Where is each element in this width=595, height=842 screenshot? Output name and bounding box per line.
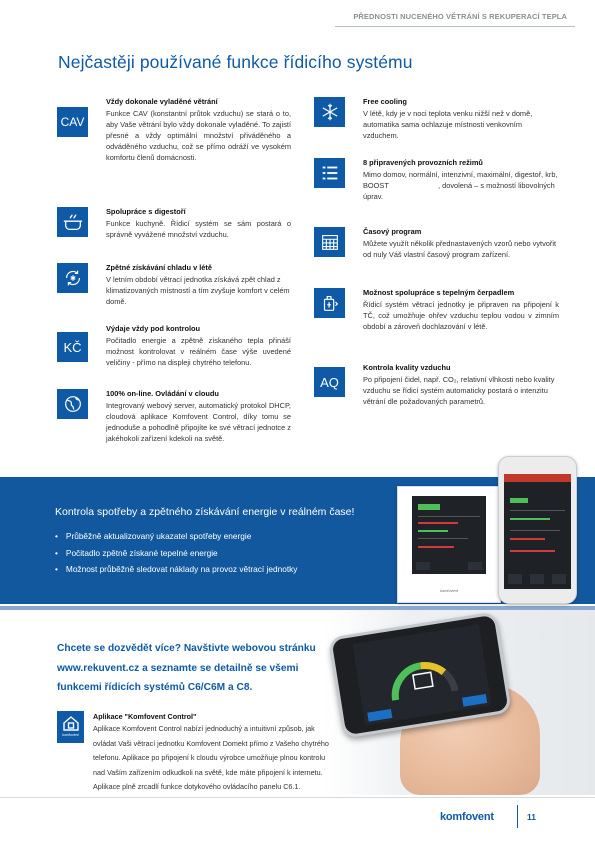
cta-line: www.rekuvent.cz a seznamte se detailně se všemi <box>57 662 299 674</box>
feature-title: Zpětné získávání chladu v létě <box>106 263 212 272</box>
feature-cav <box>57 97 291 163</box>
feature-title: Výdaje vždy pod kontrolou <box>106 324 201 333</box>
footer-rule <box>0 797 595 798</box>
cta-text <box>57 639 321 698</box>
feature-text: Funkce kuchyně. Řídicí systém se sám postará o správně vyvážené množství vzduchu. <box>106 219 291 240</box>
feature-hood <box>57 207 291 240</box>
globe-icon <box>57 389 88 419</box>
feature-cold-recovery <box>57 263 291 307</box>
app-icon-label: komfovent <box>62 733 79 737</box>
app-line: telefonu. Aplikace po připojení k cloudu výrobce umožňuje plnou kontrolu <box>93 753 326 763</box>
feature-text: V letním období větrací jednotka získává zpět chlad z klimatizovaných místností a tím zvyšuje komfort v celém domě. <box>106 275 290 307</box>
app-line: ovládat Vaši větrací jednotku Komfovent Domekt přímo z Vašeho chytrého <box>93 738 329 748</box>
feature-text: Funkce CAV (konstantní průtok vzduchu) se stará o to, aby Vaše větrání bylo vždy dokonale vyladěné. To zajistí přesné a vždy optimální množství přiváděného a odváděného vzduchu, což se přímo odráží ve vysokém komfortu členů domácnosti. <box>106 109 291 163</box>
app-line: Aplikace plně zrcadlí funkce dotykového ovládacího panelu C6.1. <box>93 782 301 792</box>
feature-air-quality <box>314 363 559 407</box>
feature-modes <box>314 158 559 202</box>
feature-free-cooling <box>314 97 559 141</box>
feature-title: Časový program <box>363 227 422 236</box>
app-title: Aplikace "Komfovent Control" <box>93 712 197 721</box>
feature-text: Mimo domov, normální, intenzivní, maximální, digestoř, krb, BOOST , dovolená – s možností libovolných úprav. <box>363 170 560 202</box>
feature-title: Spolupráce s digestoří <box>106 207 186 216</box>
feature-costs <box>57 324 291 368</box>
band-list <box>55 528 297 578</box>
cta-line: funkcemi řídicích systémů C6/C6M a C8. <box>57 682 253 694</box>
modes-list-icon <box>314 158 345 188</box>
list-item: • Počitadlo zpětně získané tepelné energie <box>55 545 297 562</box>
komfovent-app-icon <box>57 711 84 743</box>
feature-cloud <box>57 389 291 444</box>
page-number: 11 <box>527 812 536 822</box>
app-description <box>93 712 379 795</box>
header-rule <box>335 26 575 27</box>
feature-title: Free cooling <box>363 97 407 106</box>
list-item: • Průběžně aktualizovaný ukazatel spotřeby energie <box>55 528 297 545</box>
snowflake-icon <box>314 97 345 127</box>
page-title: Nejčastěji používané funkce řídicího systému <box>58 52 413 72</box>
feature-text: Po připojení čidel, např. CO₂, relativní vlhkosti nebo kvality vzduchu se řídicí systém automaticky postará o intenzitu větrání dle požadovaných parametrů. <box>363 375 555 407</box>
cav-icon: CAV <box>57 107 88 137</box>
cta-line: Chcete se dozvědět více? Navštivte webovou stránku <box>57 643 316 654</box>
heat-pump-icon <box>314 288 345 318</box>
feature-text: Počitadlo energie a zpětně získaného tepla přináší možnost kontrolovat v reálném čase výše uvedené veličiny - přímo na displeji chytrého telefonu. <box>106 336 291 368</box>
smartphone-screen <box>504 474 571 589</box>
control-panel-screen <box>412 496 486 574</box>
feature-time-program <box>314 227 559 260</box>
feature-title: 100% on-line. Ovládání v cloudu <box>106 389 219 398</box>
cold-recovery-icon <box>57 263 88 293</box>
feature-text: Řídicí systém větrací jednotky je připraven na připojení k TČ, což umožňuje ohřev vzduchu teplou vodou v zimním období a zároveň dochlazování v létě. <box>363 300 559 332</box>
cooking-pot-icon <box>57 207 88 237</box>
control-panel-image <box>397 486 501 603</box>
band-title: Kontrola spotřeby a zpětného získávání energie v reálném čase! <box>55 506 355 518</box>
komfovent-logo: komfovent <box>440 811 494 823</box>
air-quality-icon: AQ <box>314 367 345 397</box>
section-header: PŘEDNOSTI NUCENÉHO VĚTRÁNÍ S REKUPERACÍ TEPLA <box>353 12 567 21</box>
feature-title: Vždy dokonale vyladěné větrání <box>106 97 218 106</box>
panel-brand: komfovent <box>440 589 458 593</box>
feature-title: 8 připravených provozních režimů <box>363 158 483 167</box>
app-phone-screen <box>352 624 491 725</box>
app-line: nad Vaším zařízením odkudkoli na světě, kde máte připojení k internetu. <box>93 767 323 777</box>
currency-icon: KČ <box>57 332 88 362</box>
footer-separator <box>517 805 518 828</box>
smartphone-image <box>498 456 577 604</box>
feature-title: Kontrola kvality vzduchu <box>363 363 451 372</box>
feature-text: Můžete využít několik přednastavených vzorů nebo vytvořit od nuly Váš vlastní časový program zařízení. <box>363 239 557 260</box>
calendar-icon <box>314 227 345 257</box>
feature-heat-pump <box>314 288 559 332</box>
list-item: • Možnost průběžně sledovat náklady na provoz větrací jednotky <box>55 561 297 578</box>
app-line: Aplikace Komfovent Control nabízí jednoduchý a intuitivní způsob, jak <box>93 724 315 733</box>
feature-text: Integrovaný webový server, automatický protokol DHCP, cloudová aplikace Komfovent Control, díky tomu se jednoduše a pohodlně připojíte ke své větrací jednotce z jakéhokoli zařízení kdekoli na světě. <box>106 401 291 444</box>
feature-text: V létě, kdy je v noci teplota venku nižší než v domě, automatika sama ochlazuje místnosti venkovním vzduchem. <box>363 109 533 141</box>
feature-title: Možnost spolupráce s tepelným čerpadlem <box>363 288 515 297</box>
